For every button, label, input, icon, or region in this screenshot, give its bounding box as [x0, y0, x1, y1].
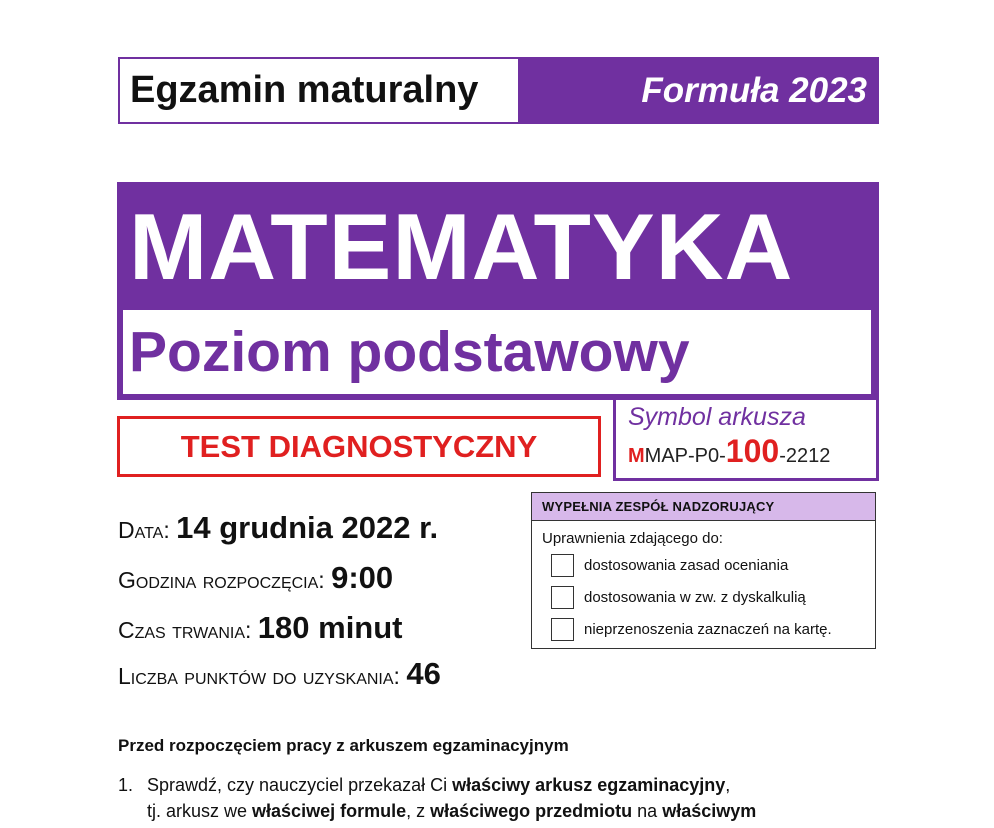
exam-header-bar	[118, 57, 879, 124]
sheet-symbol-label: Symbol arkusza	[628, 403, 806, 431]
subject-level: Poziom podstawowy	[123, 310, 871, 394]
exam-points-value: 46	[406, 656, 441, 691]
exam-duration-value: 180 minut	[257, 610, 403, 645]
assessment-adaptation-checkbox[interactable]	[551, 554, 574, 577]
sheet-symbol-letter: M	[628, 445, 645, 467]
instruction-text: Sprawdź, czy nauczyciel przekazał Ci	[147, 775, 453, 795]
exam-points-row	[118, 656, 441, 692]
instruction-emphasis: właściwej formule	[252, 801, 407, 821]
exam-name: Egzamin maturalny	[120, 59, 518, 122]
instruction-text: na	[632, 801, 663, 821]
subject-title: MATEMATYKA	[129, 194, 794, 299]
supervisor-box	[531, 492, 876, 649]
supervisor-option	[532, 582, 875, 614]
exam-start-time-row	[118, 560, 393, 596]
supervisor-option	[532, 550, 875, 582]
instruction-text: , z	[406, 801, 431, 821]
sheet-symbol-box	[613, 397, 879, 481]
instruction-text: ,	[725, 775, 731, 795]
exam-date-value: 14 grudnia 2022 r.	[176, 510, 439, 545]
instructions-heading: Przed rozpoczęciem pracy z arkuszem egzaminacyjnym	[118, 736, 569, 755]
dyscalculia-adaptation-checkbox[interactable]	[551, 586, 574, 609]
supervisor-option	[532, 614, 875, 646]
exam-date-row	[118, 510, 438, 546]
exam-start-time-label: Godzina rozpoczęcia:	[118, 567, 325, 593]
supervisor-option-label: dostosowania zasad oceniania	[584, 557, 789, 574]
instruction-emphasis: właściwym	[662, 801, 757, 821]
exam-duration-label: Czas trwania:	[118, 617, 252, 643]
test-diagnostic-label: TEST DIAGNOSTYCZNY	[117, 416, 601, 477]
formula-label: Formuła 2023	[518, 59, 877, 122]
sheet-symbol-suffix: -2212	[779, 445, 831, 467]
instruction-emphasis: właściwy arkusz egzaminacyjny	[452, 775, 726, 795]
subject-block	[117, 182, 879, 400]
instruction-item-line	[147, 775, 730, 796]
no-answer-transfer-checkbox[interactable]	[551, 618, 574, 641]
instruction-item-line	[147, 801, 756, 822]
exam-points-label: Liczba punktów do uzyskania:	[118, 663, 400, 689]
sheet-symbol-code	[628, 433, 876, 474]
supervisor-option-label: dostosowania w zw. z dyskalkulią	[584, 589, 806, 606]
supervisor-option-label: nieprzenoszenia zaznaczeń na kartę.	[584, 621, 832, 638]
instruction-item-number: 1.	[118, 775, 134, 795]
instruction-text: tj. arkusz we	[147, 801, 253, 821]
exam-start-time-value: 9:00	[331, 560, 394, 595]
sheet-symbol-prefix: MAP-P0-	[644, 445, 726, 467]
exam-duration-row	[118, 610, 403, 646]
instruction-emphasis: właściwego przedmiotu	[430, 801, 633, 821]
supervisor-header: WYPEŁNIA ZESPÓŁ NADZORUJĄCY	[532, 493, 875, 521]
sheet-symbol-number: 100	[725, 433, 780, 469]
exam-date-label: Data:	[118, 517, 170, 543]
supervisor-subtitle: Uprawnienia zdającego do:	[542, 530, 723, 547]
